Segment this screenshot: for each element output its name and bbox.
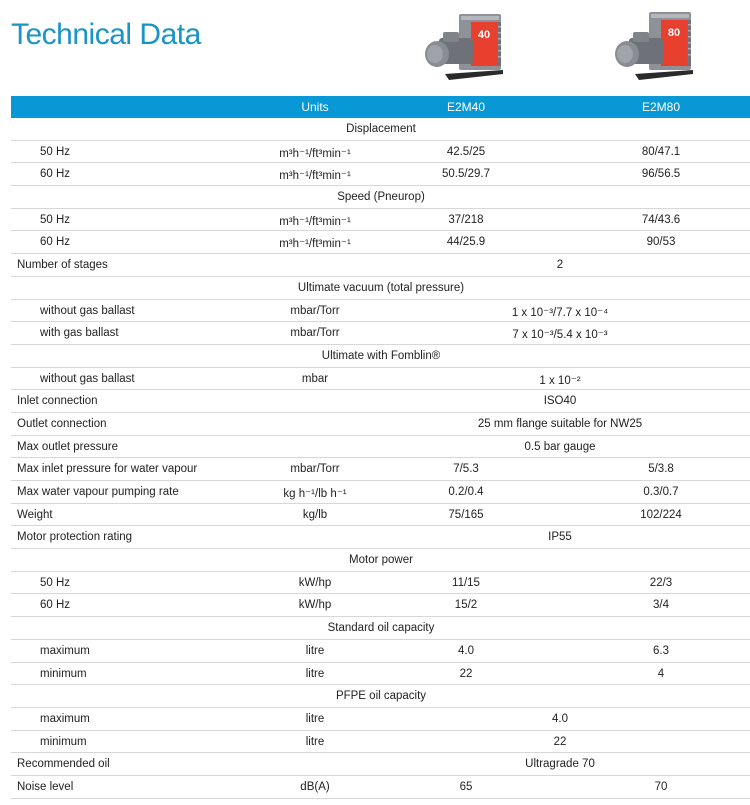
row-unit: kW/hp	[298, 599, 332, 612]
section-title: Standard oil capacity	[327, 622, 435, 635]
row-label: minimum	[40, 735, 87, 748]
section-title: Displacement	[346, 123, 416, 135]
table-row	[11, 368, 750, 391]
header-units: Units	[301, 100, 329, 114]
row-value-e2m80: 22/3	[649, 576, 673, 589]
row-unit: mbar/Torr	[290, 327, 340, 340]
row-label: Max outlet pressure	[17, 440, 118, 453]
table-row	[11, 731, 750, 754]
section-title: Speed (Pneurop)	[337, 191, 425, 204]
row-unit: m³h⁻¹/ft³min⁻¹	[279, 147, 351, 160]
section-title: Ultimate with Fomblin®	[321, 349, 441, 362]
table-row	[11, 300, 750, 323]
row-value-e2m40: 50.5/29.7	[442, 168, 490, 181]
table-row	[11, 209, 750, 232]
row-label: with gas ballast	[40, 327, 119, 340]
row-unit: kW/hp	[298, 576, 332, 589]
table-row	[11, 436, 750, 459]
row-value-shared: 0.5 bar gauge	[524, 440, 596, 453]
row-value-e2m80: 4	[657, 667, 665, 680]
row-value-e2m40: 15/2	[454, 599, 478, 612]
row-unit: m³h⁻¹/ft³min⁻¹	[279, 170, 351, 183]
technical-data-table	[11, 118, 750, 799]
row-label: Recommended oil	[17, 758, 110, 771]
section-title: PFPE oil capacity	[335, 690, 427, 703]
row-value-e2m40: 75/165	[448, 508, 484, 521]
row-value-e2m40: 37/218	[448, 213, 484, 226]
table-row	[11, 163, 750, 186]
section-header-row	[11, 685, 750, 708]
row-label: Number of stages	[17, 259, 108, 272]
header-model-e2m40: E2M40	[446, 100, 486, 114]
table-row	[11, 322, 750, 345]
row-value-e2m40: 4.0	[458, 644, 474, 657]
row-value-e2m80: 3/4	[653, 599, 669, 612]
table-row	[11, 640, 750, 663]
table-row	[11, 572, 750, 595]
table-row	[11, 390, 750, 413]
pump-icon	[425, 14, 503, 80]
table-row	[11, 663, 750, 686]
row-value-shared: 22	[553, 735, 567, 748]
section-header-row	[11, 549, 750, 572]
row-value-shared: 2	[556, 259, 564, 272]
table-row	[11, 254, 750, 277]
row-label: Weight	[17, 508, 53, 521]
table-row	[11, 708, 750, 731]
section-header-row	[11, 186, 750, 209]
row-value-shared: 1 x 10⁻²	[539, 374, 581, 387]
row-value-e2m80: 96/56.5	[641, 168, 681, 181]
row-unit: mbar/Torr	[290, 304, 340, 317]
table-header	[11, 96, 750, 118]
row-unit: litre	[305, 735, 325, 748]
row-label: Outlet connection	[17, 417, 107, 430]
row-label: without gas ballast	[40, 372, 135, 385]
row-value-e2m80: 80/47.1	[641, 145, 681, 158]
row-unit: litre	[305, 644, 325, 657]
row-value-e2m40: 42.5/25	[446, 145, 486, 158]
row-label: 60 Hz	[40, 168, 71, 181]
row-label: minimum	[40, 667, 87, 680]
row-value-shared: 7 x 10⁻³/5.4 x 10⁻³	[512, 329, 608, 342]
table-row	[11, 526, 750, 549]
row-label: Noise level	[17, 780, 74, 793]
row-unit: dB(A)	[300, 780, 330, 793]
section-header-row	[11, 617, 750, 640]
table-row	[11, 231, 750, 254]
row-label: 50 Hz	[40, 576, 71, 589]
row-label: maximum	[40, 644, 90, 657]
row-unit: m³h⁻¹/ft³min⁻¹	[279, 215, 351, 228]
pump-image-e2m40	[415, 8, 507, 86]
row-label: Motor protection rating	[17, 531, 133, 544]
row-value-e2m40: 44/25.9	[446, 236, 486, 249]
row-value-e2m80: 74/43.6	[641, 213, 681, 226]
header-model-e2m80: E2M80	[641, 100, 681, 114]
row-label: 60 Hz	[40, 599, 71, 612]
row-value-e2m40: 7/5.3	[453, 463, 479, 476]
pump-badge-number: 80	[667, 27, 681, 39]
table-row	[11, 458, 750, 481]
row-value-e2m40: 11/15	[452, 576, 480, 589]
page-title: Technical Data	[11, 18, 201, 51]
table-row	[11, 753, 750, 776]
row-label: 60 Hz	[40, 236, 71, 249]
row-label: Max inlet pressure for water vapour	[17, 463, 198, 476]
row-unit: m³h⁻¹/ft³min⁻¹	[279, 238, 351, 251]
row-unit: litre	[305, 667, 325, 680]
table-row	[11, 481, 750, 504]
pump-icon	[615, 12, 693, 80]
row-value-shared: 1 x 10⁻³/7.7 x 10⁻⁴	[511, 306, 609, 319]
section-header-row	[11, 345, 750, 368]
row-label: without gas ballast	[40, 304, 135, 317]
row-value-e2m80: 0.3/0.7	[643, 486, 679, 498]
section-header-row	[11, 277, 750, 300]
table-row	[11, 504, 750, 527]
pump-image-e2m80	[605, 8, 697, 86]
section-title: Ultimate vacuum (total pressure)	[297, 281, 465, 294]
row-value-e2m40: 65	[459, 780, 473, 793]
table-row	[11, 594, 750, 617]
row-unit: kg/lb	[302, 508, 328, 521]
row-value-shared: IP55	[548, 531, 572, 544]
row-value-e2m80: 70	[654, 780, 668, 793]
row-value-shared: ISO40	[543, 395, 577, 408]
row-value-e2m40: 22	[459, 667, 473, 680]
row-value-e2m80: 6.3	[653, 644, 669, 657]
row-value-e2m40: 0.2/0.4	[448, 486, 484, 498]
row-label: 50 Hz	[40, 213, 71, 226]
row-value-e2m80: 90/53	[646, 236, 676, 249]
row-label: Max water vapour pumping rate	[17, 486, 179, 498]
table-row	[11, 141, 750, 164]
row-value-shared: 25 mm flange suitable for NW25	[477, 417, 643, 430]
row-value-shared: 4.0	[552, 712, 568, 725]
row-unit: mbar/Torr	[290, 463, 340, 476]
row-value-e2m80: 102/224	[640, 508, 682, 521]
row-unit: litre	[305, 712, 325, 725]
section-title: Motor power	[349, 554, 413, 567]
table-row	[11, 776, 750, 799]
row-label: 50 Hz	[40, 145, 71, 158]
table-row	[11, 413, 750, 436]
row-label: maximum	[40, 712, 90, 725]
row-value-e2m80: 5/3.8	[648, 463, 674, 476]
pump-badge-number: 40	[477, 29, 491, 41]
row-unit: mbar	[301, 372, 329, 385]
row-label: Inlet connection	[17, 395, 98, 408]
row-value-shared: Ultragrade 70	[525, 758, 595, 771]
section-header-row	[11, 118, 750, 141]
row-unit: kg h⁻¹/lb h⁻¹	[283, 488, 347, 500]
